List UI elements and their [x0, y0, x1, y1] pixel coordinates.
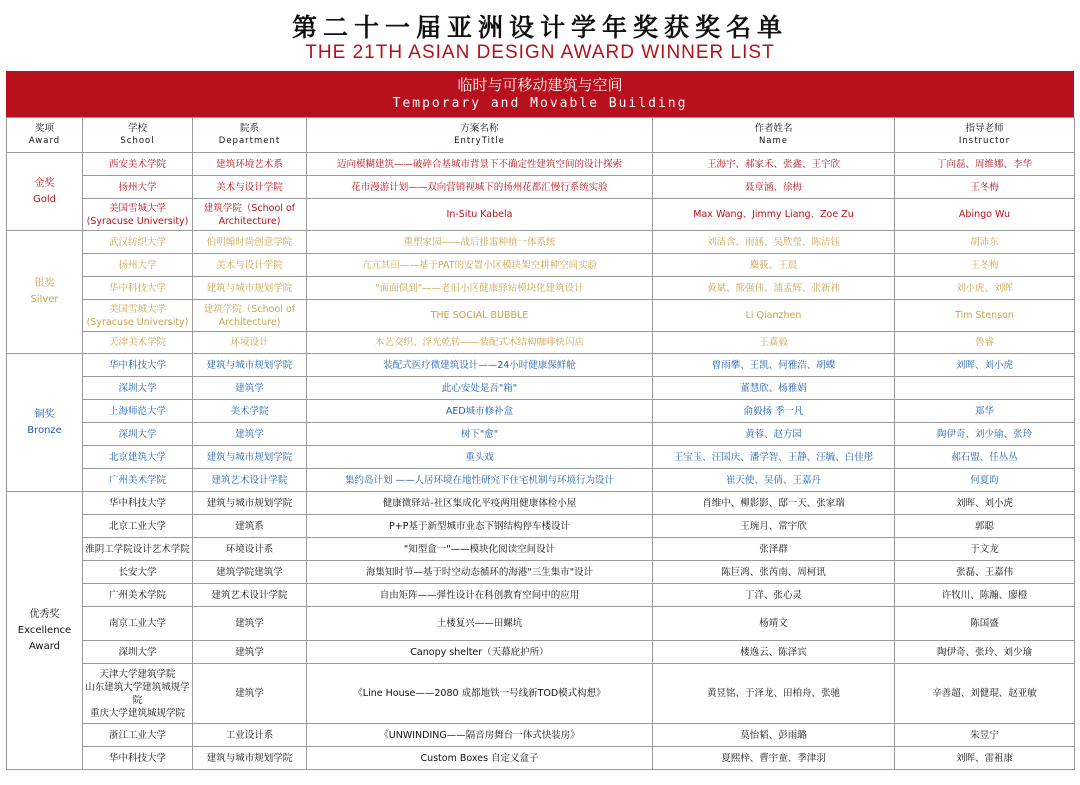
entry-title-cell: "面面俱到"——老旧小区健康驿站模块化建筑设计 [307, 277, 653, 300]
table-row [7, 176, 1075, 199]
department-cell: 建筑与城市规划学院 [193, 354, 307, 377]
department-cell: 建筑学院（School of Architecture) [193, 300, 307, 332]
entry-title-cell: 木艺交织、浮光乾转——装配式木结构咖啡快闪店 [307, 332, 653, 354]
table-row [7, 561, 1075, 584]
author-names-cell: Li Qianzhen [653, 300, 895, 332]
department-cell: 建筑与城市规划学院 [193, 446, 307, 469]
entry-title-cell: "知型盒一"——模块化阅读空间设计 [307, 538, 653, 561]
entry-title-cell: 树下"愈" [307, 423, 653, 446]
instructor-cell: 胡沛东 [895, 231, 1075, 254]
table-row [7, 277, 1075, 300]
table-row [7, 400, 1075, 423]
author-names-cell: 崔天使、吴倩、王嘉丹 [653, 469, 895, 492]
instructor-cell: 王冬梅 [895, 176, 1075, 199]
school-cell: 天津大学建筑学院 山东建筑大学建筑城规学院 重庆大学建筑城规学院 [83, 664, 193, 724]
award-name-en: Silver [30, 294, 59, 305]
school-cell: 上海师范大学 [83, 400, 193, 423]
school-cell: 华中科技大学 [83, 277, 193, 300]
table-row [7, 300, 1075, 332]
entry-title-cell: Canopy shelter（天幕庇护所） [307, 641, 653, 664]
author-names-cell: 麋筱、王晨 [653, 254, 895, 277]
instructor-cell [895, 377, 1075, 400]
department-cell: 建筑学 [193, 641, 307, 664]
author-names-cell: 刘洁含、雨涵、吴欣瑩、陈洁钰 [653, 231, 895, 254]
author-names-cell: 聂章涵、徐梅 [653, 176, 895, 199]
column-header-school: 学校 School [83, 118, 193, 153]
author-names-cell: 黄斌、熊强伟、浦孟辉、张新祎 [653, 277, 895, 300]
school-cell: 长安大学 [83, 561, 193, 584]
award-silver-cell [7, 231, 83, 354]
author-names-cell: 陈巨鸿、张芮南、周柯讯 [653, 561, 895, 584]
instructor-cell: 刘晖、刘小虎 [895, 492, 1075, 515]
department-cell: 美术与设计学院 [193, 176, 307, 199]
instructor-cell: 丁向磊、周维娜、李华 [895, 153, 1075, 176]
department-cell: 美术学院 [193, 400, 307, 423]
table-row [7, 747, 1075, 770]
instructor-cell: 许牧川、陈瀚、廖橙 [895, 584, 1075, 607]
award-name-zh: 银奖 [34, 278, 55, 289]
department-cell: 建筑学 [193, 664, 307, 724]
award-name-en: Gold [33, 193, 56, 205]
table-row [7, 231, 1075, 254]
instructor-cell: 辛善超、刘健琨、赵亚敏 [895, 664, 1075, 724]
author-names-cell: 楼逸云、陈泽宾 [653, 641, 895, 664]
department-cell: 建筑学院（School of Architecture) [193, 199, 307, 231]
award-name-zh: 铜奖 [34, 408, 55, 420]
author-names-cell: 董慧欣、杨雅娟 [653, 377, 895, 400]
school-cell: 淮阴工学院设计艺术学院 [83, 538, 193, 561]
table-row [7, 538, 1075, 561]
instructor-cell: 刘小虎、刘晖 [895, 277, 1075, 300]
school-cell: 武汉纺织大学 [83, 231, 193, 254]
entry-title-cell: AED城市修补盒 [307, 400, 653, 423]
table-row [7, 446, 1075, 469]
instructor-cell: 陶伊奇、张玲、刘少瑜 [895, 641, 1075, 664]
author-names-cell: 莫怡韬、彭雨璐 [653, 724, 895, 747]
entry-title-cell: 自由矩阵——弹性设计在科创教育空间中的应用 [307, 584, 653, 607]
award-name-en: Excellence Award [17, 624, 72, 652]
department-cell: 建筑艺术设计学院 [193, 584, 307, 607]
table-row [7, 254, 1075, 277]
school-cell: 深圳大学 [83, 641, 193, 664]
instructor-cell: Abingo Wu [895, 199, 1075, 231]
author-names-cell: 肖维中、柳影影、邸一天、张家瑞 [653, 492, 895, 515]
column-header-entry-title: 方案名称 EntryTitle [307, 118, 653, 153]
table-row [7, 153, 1075, 176]
award-name-zh: 金奖 [34, 177, 55, 189]
table-row [7, 492, 1075, 515]
award-name-en: Bronze [27, 424, 62, 436]
table-body [7, 153, 1075, 770]
author-names-cell: 王宝玉、汪国庆、潘学智、王静、汪毓、白佳彤 [653, 446, 895, 469]
school-cell: 北京工业大学 [83, 515, 193, 538]
entry-title-cell: 花市漫游计划——双向营销视城下的扬州花都汇慢行系统实验 [307, 176, 653, 199]
author-names-cell: Max Wang、Jimmy Liang、Zoe Zu [653, 199, 895, 231]
award-excellence-cell [7, 492, 83, 770]
school-cell: 南京工业大学 [83, 607, 193, 641]
author-names-cell: 俞毅扬 季一凡 [653, 400, 895, 423]
author-names-cell: 丁洋、张心灵 [653, 584, 895, 607]
entry-title-cell: 《UNWINDING——隔音房舞台一体式快装房》 [307, 724, 653, 747]
table-header-row [7, 118, 1075, 153]
department-cell: 建筑学 [193, 423, 307, 446]
author-names-cell: 夏熙梓、曹宇童、季津羽 [653, 747, 895, 770]
table-row [7, 423, 1075, 446]
department-cell: 环境设计 [193, 332, 307, 354]
department-cell: 建筑学院建筑学 [193, 561, 307, 584]
table-row [7, 377, 1075, 400]
entry-title-cell: In-Situ Kabela [307, 199, 653, 231]
column-header-award: 奖项 Award [7, 118, 83, 153]
table-row [7, 515, 1075, 538]
category-banner [6, 71, 1074, 117]
entry-title-cell: 集约岛计划 ——人居环境在地性研究下住宅机制与环境行为设计 [307, 469, 653, 492]
instructor-cell: 朱昱宁 [895, 724, 1075, 747]
school-cell: 美国雪城大学 (Syracuse University) [83, 199, 193, 231]
award-gold-cell [7, 153, 83, 231]
department-cell: 建筑与城市规划学院 [193, 747, 307, 770]
award-bronze-cell [7, 354, 83, 492]
instructor-cell: 刘晖、刘小虎 [895, 354, 1075, 377]
school-cell: 北京建筑大学 [83, 446, 193, 469]
department-cell: 建筑艺术设计学院 [193, 469, 307, 492]
department-cell: 美术与设计学院 [193, 254, 307, 277]
category-title: 临时与可移动建筑与空间 [457, 76, 623, 94]
table-row [7, 469, 1075, 492]
department-cell: 建筑环境艺术系 [193, 153, 307, 176]
table-row [7, 641, 1075, 664]
school-cell: 扬州大学 [83, 254, 193, 277]
department-cell: 建筑学 [193, 377, 307, 400]
author-names-cell: 杨靖文 [653, 607, 895, 641]
author-names-cell: 黄昱铭、于泽龙、田柏舟、张驰 [653, 664, 895, 724]
table-row [7, 724, 1075, 747]
table-row [7, 332, 1075, 354]
page-subtitle: THE 21TH ASIAN DESIGN AWARD WINNER LIST [305, 42, 775, 63]
entry-title-cell: 《Line House——2080 成都地铁一号线新TOD模式构想》 [307, 664, 653, 724]
school-cell: 浙江工业大学 [83, 724, 193, 747]
school-cell: 深圳大学 [83, 377, 193, 400]
entry-title-cell: 亢亢其田——基于PAT的安置小区模块架空耕种空间实验 [307, 254, 653, 277]
instructor-cell: 郭聪 [895, 515, 1075, 538]
instructor-cell: 郝石盟、任丛丛 [895, 446, 1075, 469]
school-cell: 广州美术学院 [83, 469, 193, 492]
entry-title-cell: Custom Boxes 自定义盒子 [307, 747, 653, 770]
department-cell: 建筑系 [193, 515, 307, 538]
table-row [7, 664, 1075, 724]
instructor-cell: 郑华 [895, 400, 1075, 423]
school-cell: 华中科技大学 [83, 492, 193, 515]
school-cell: 美国雪城大学 (Syracuse University) [83, 300, 193, 332]
school-cell: 广州美术学院 [83, 584, 193, 607]
column-header-department: 院系 Department [193, 118, 307, 153]
school-cell: 深圳大学 [83, 423, 193, 446]
entry-title-cell: 重塑家园——战后排雷种植一体系统 [307, 231, 653, 254]
table-row [7, 607, 1075, 641]
column-header-name: 作者姓名 Name [653, 118, 895, 153]
category-subtitle: Temporary and Movable Building [392, 96, 688, 111]
department-cell: 工业设计系 [193, 724, 307, 747]
table-row [7, 354, 1075, 377]
table-row [7, 199, 1075, 231]
entry-title-cell: 海集知时节—基于时空动态循环的海港"三生集市"设计 [307, 561, 653, 584]
instructor-cell: 刘晖、雷祖康 [895, 747, 1075, 770]
school-cell: 华中科技大学 [83, 354, 193, 377]
author-names-cell: 曾雨攀、王凯、何雅浩、胡蝶 [653, 354, 895, 377]
entry-title-cell: 健康微驿站-社区集成化平疫两用健康体检小屋 [307, 492, 653, 515]
page-title: 第二十一届亚洲设计学年奖获奖名单 [291, 13, 788, 42]
author-names-cell: 王嘉毅 [653, 332, 895, 354]
instructor-cell: 于文龙 [895, 538, 1075, 561]
author-names-cell: 王海宇、郝家禾、张鑫、王宇欣 [653, 153, 895, 176]
instructor-cell: 王冬梅 [895, 254, 1075, 277]
school-cell: 天津美术学院 [83, 332, 193, 354]
entry-title-cell: 土楼复兴——田螺坑 [307, 607, 653, 641]
entry-title-cell: 装配式医疗微建筑设计——24小时健康保鲜舱 [307, 354, 653, 377]
entry-title-cell: 迈向模糊建筑——破碎合基城市背景下不确定性建筑空间的设计探索 [307, 153, 653, 176]
instructor-cell: Tim Stenson [895, 300, 1075, 332]
column-header-instructor: 指导老师 Instructor [895, 118, 1075, 153]
instructor-cell: 张磊、王嘉伟 [895, 561, 1075, 584]
author-names-cell: 黄蓉、赵方园 [653, 423, 895, 446]
instructor-cell: 何夏昀 [895, 469, 1075, 492]
entry-title-cell: P+P基于新型城市业态下钢结构停车楼设计 [307, 515, 653, 538]
instructor-cell: 鲁睿 [895, 332, 1075, 354]
instructor-cell: 陶伊奇、刘少瑜、张玲 [895, 423, 1075, 446]
school-cell: 华中科技大学 [83, 747, 193, 770]
author-names-cell: 王琬月、常宇欣 [653, 515, 895, 538]
award-name-zh: 优秀奖 [29, 608, 60, 620]
school-cell: 扬州大学 [83, 176, 193, 199]
instructor-cell: 陈国盛 [895, 607, 1075, 641]
entry-title-cell: THE SOCIAL BUBBLE [307, 300, 653, 332]
entry-title-cell: 重头戏 [307, 446, 653, 469]
table-row [7, 584, 1075, 607]
department-cell: 环境设计系 [193, 538, 307, 561]
department-cell: 建筑与城市规划学院 [193, 492, 307, 515]
school-cell: 西安美术学院 [83, 153, 193, 176]
department-cell: 建筑与城市规划学院 [193, 277, 307, 300]
winner-table [6, 117, 1075, 770]
department-cell: 建筑学 [193, 607, 307, 641]
author-names-cell: 张泽群 [653, 538, 895, 561]
department-cell: 伯明翰时尚创意学院 [193, 231, 307, 254]
entry-title-cell: 此心安处是吾"箱" [307, 377, 653, 400]
